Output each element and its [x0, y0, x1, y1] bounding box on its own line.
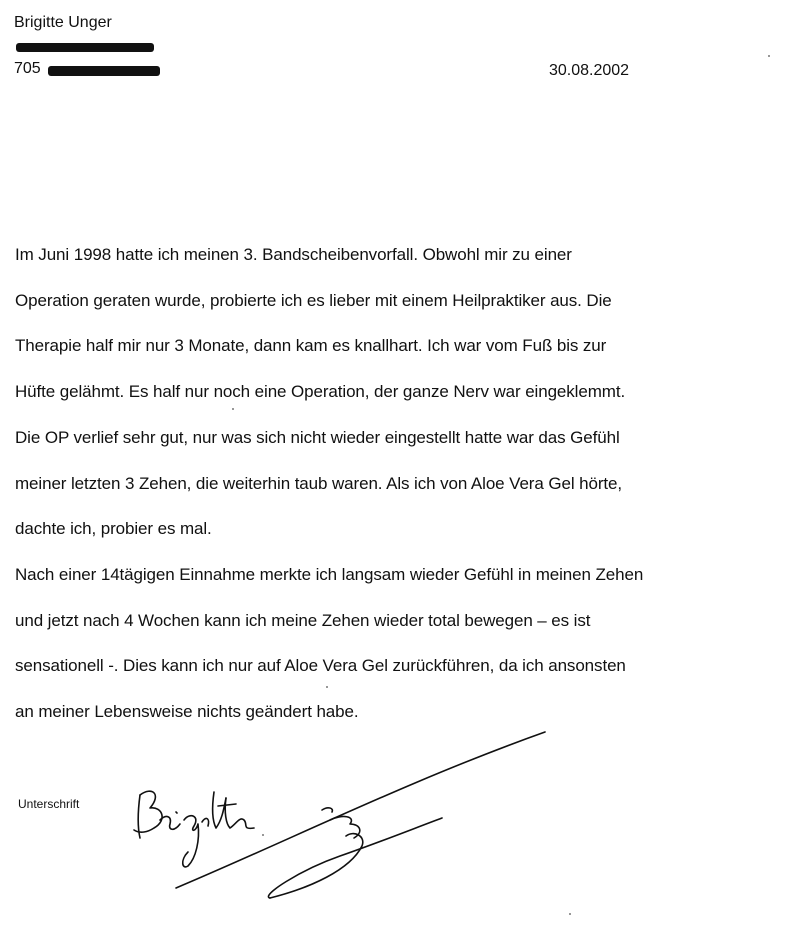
- paper-speck: [326, 686, 328, 688]
- body-line: Therapie half mir nur 3 Monate, dann kam es knallhart. Ich war vom Fuß bis zur: [15, 336, 607, 356]
- handwritten-signature: [110, 720, 560, 900]
- body-line: an meiner Lebensweise nichts geändert habe.: [15, 702, 359, 722]
- body-line: Nach einer 14tägigen Einnahme merkte ich langsam wieder Gefühl in meinen Zehen: [15, 564, 644, 584]
- body-line: Hüfte gelähmt. Es half nur noch eine Operation, der ganze Nerv war eingeklemmt.: [15, 382, 626, 402]
- letter-date: 30.08.2002: [549, 62, 630, 79]
- sender-city-line: [14, 60, 41, 78]
- letter-body: [15, 232, 790, 735]
- paper-speck: [569, 913, 571, 915]
- redacted-city: [48, 66, 160, 76]
- redacted-street: [16, 43, 154, 52]
- body-line: dachte ich, probier es mal.: [15, 519, 212, 539]
- sender-name: Brigitte Unger: [14, 14, 112, 31]
- body-line: und jetzt nach 4 Wochen kann ich meine Zehen wieder total bewegen – es ist: [15, 610, 591, 630]
- sender-postcode-prefix: 705: [14, 60, 41, 77]
- body-line: sensationell -. Dies kann ich nur auf Aloe Vera Gel zurückführen, da ich ansonsten: [15, 656, 626, 676]
- body-line: meiner letzten 3 Zehen, die weiterhin taub waren. Als ich von Aloe Vera Gel hörte,: [15, 473, 622, 493]
- body-line: Im Juni 1998 hatte ich meinen 3. Bandscheibenvorfall. Obwohl mir zu einer: [15, 245, 572, 264]
- signature-label: Unterschrift: [18, 797, 80, 811]
- body-line: Operation geraten wurde, probierte ich es lieber mit einem Heilpraktiker aus. Die: [15, 290, 612, 310]
- paper-speck: [768, 55, 770, 57]
- body-line: Die OP verlief sehr gut, nur was sich nicht wieder eingestellt hatte war das Gefühl: [15, 427, 620, 447]
- paper-speck: [262, 834, 264, 836]
- paper-speck: [232, 408, 234, 410]
